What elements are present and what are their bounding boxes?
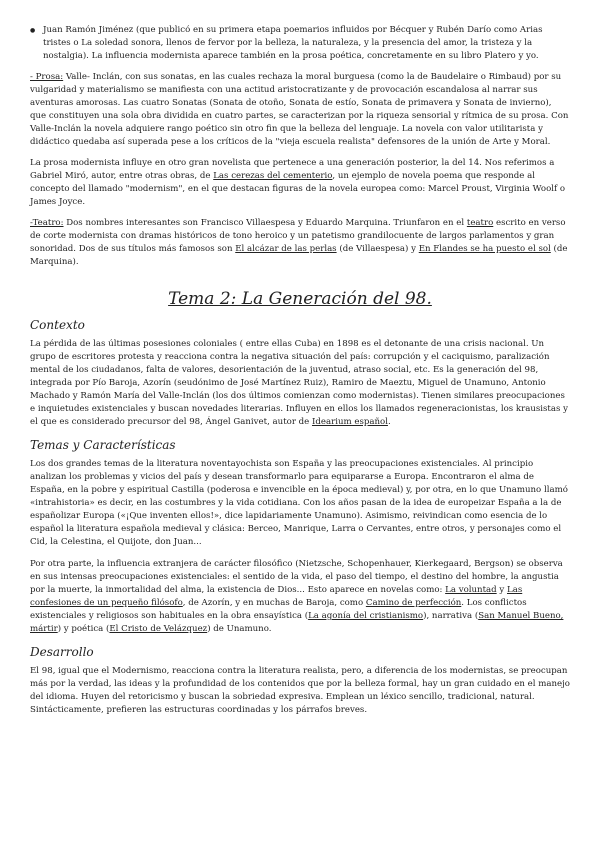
desarrollo-paragraph: El 98, igual que el Modernismo, reacciona contra la literatura realista, pero, a diferencia de los modernistas, se preocupan más por la verdad, las ideas y la profundidad de los contenidos que por la belleza formal, hay un gran cuidado en el manejo del idioma. Huyen del retoricismo y buscan la sobriedad expresiva. Emplean un léxico sencillo, tradicional, natural. Sintácticamente, prefieren las estructuras coordinadas y los párrafos breves.: [30, 666, 570, 715]
link-agonia[interactable]: La agonía del cristianismo: [308, 611, 424, 621]
contexto-heading: Contexto: [30, 318, 85, 332]
bullet-list: [30, 24, 570, 63]
link-confesiones[interactable]: Las confesiones de un pequeño filósofo: [30, 585, 523, 608]
link-cristo-velazquez[interactable]: El Cristo de Velázquez: [109, 624, 208, 634]
prosa-miro-paragraph: La prosa modernista influye en otro gran novelista que pertenece a una generación posterior, la del 14. Nos referimos a Gabriel Miró, autor, entre otras obras, de Las cerezas del cementerio, un ejemplo de novela poema que responde al concepto del llamado "modernism", en el que destacan figuras de la novela europea como: Marcel Proust, Virginia Woolf o James Joyce.: [30, 158, 566, 207]
contexto-paragraph: La pérdida de las últimas posesiones coloniales ( entre ellas Cuba) en 1898 es el detonante de una crisis nacional. Un grupo de escritores protesta y reacciona contra la negativa situación del país: corrupción y el caciquismo, paralización mental de los ciudadanos, falta de valores, desorientación de la juventud, atraso social, etc. Es la generación del 98, integrada por Pío Baroja, Azorín (seudónimo de José Martínez Ruiz), Ramiro de Maeztu, Miguel de Unamuno, Antonio Machado y Ramón María del Valle-Inclán (los dos últimos comienzan como modernistas). Tienen similares preocupaciones e inquietudes existenciales y buscan novedades literarias. Influyen en ellos los llamados regeneracionistas, los krausistas y el que es considerado precursor del 98, Ángel Ganivet, autor de Idearium español.: [30, 339, 568, 427]
link-cerezas[interactable]: Las cerezas del cementerio: [213, 171, 333, 181]
desarrollo-heading: Desarrollo: [30, 645, 94, 659]
temas-heading: Temas y Características: [30, 438, 176, 452]
link-idearium[interactable]: Idearium español: [311, 417, 388, 427]
bullet-jrj: ● Juan Ramón Jiménez (que publicó en su primera etapa poemarios influidos por Bécquer y Rubén Darío como Arias tristes o La soledad sonora, llenos de fervor por la belleza, la naturaleza, y la presencia del amor, la tristeza y la nostalgia). La influencia modernista aparece también en la prosa poética, concretamente en su libro Platero y yo.: [30, 24, 570, 63]
prosa-label: - Prosa:: [30, 72, 64, 82]
link-teatro[interactable]: teatro: [466, 218, 494, 228]
link-san-manuel[interactable]: San Manuel Bueno, mártir: [30, 611, 564, 634]
teatro-paragraph: -Teatro: Dos nombres interesantes son Francisco Villaespesa y Eduardo Marquina. Triunfaron en el teatro escrito en verso de corte modernista con dramas históricos de tono heroico y un patetismo grandilocuente de largos parlamentos y gran sonoridad. Dos de sus títulos más famosos son El alcázar de las perlas (de Villaespesa) y En Flandes se ha puesto el sol (de Marquina).: [30, 218, 568, 267]
link-camino-perfeccion[interactable]: Camino de perfección: [365, 598, 462, 608]
link-flandes[interactable]: En Flandes se ha puesto el sol: [418, 244, 551, 254]
link-alcazar[interactable]: El alcázar de las perlas: [235, 244, 337, 254]
prosa-paragraph: - Prosa: Valle- Inclán, con sus sonatas, en las cuales rechaza la moral burguesa (como la de Baudelaire o Rimbaud) por su vulgaridad y materialismo se manifiesta con una actitud aristocratizante y de provocación escandalosa al narrar sus aventuras amorosas. Las cuatro Sonatas (Sonata de otoño, Sonata de estío, Sonata de primavera y Sonata de invierno), que constituyen una sola obra dividida en cuatro partes, se caracterizan por la riqueza sensorial y rítmica de su prosa. Con Valle-Inclán la novela adquiere rango poético sin otro fin que la belleza del lenguaje. La novela con valor utilitarista y didáctico quedaba así superada pese a los críticos de la "vieja escuela realista" defensores de la unión de Arte y Moral.: [30, 72, 569, 147]
page-title: Tema 2: La Generación del 98.: [168, 289, 432, 309]
temas-paragraph-2: Por otra parte, la influencia extranjera de carácter filosófico (Nietzsche, Schopenhauer, Kierkegaard, Bergson) se observa en sus intensas preocupaciones existenciales: el sentido de la vida, el paso del tiempo, el destino del hombre, la angustia por la muerte, la inmortalidad del alma, la existencia de Dios... Esto aparece en novelas como: La voluntad y Las confesiones de un pequeño filósofo, de Azorín, y en muchas de Baroja, como Camino de perfección. Los conflictos existenciales y religiosos son habituales en la obra ensayística (La agonía del cristianismo), narrativa (San Manuel Bueno, mártir) y poética (El Cristo de Velázquez) de Unamuno.: [30, 559, 564, 634]
link-la-voluntad[interactable]: La voluntad: [445, 585, 497, 595]
teatro-label: -Teatro:: [30, 218, 64, 228]
temas-paragraph-1: Los dos grandes temas de la literatura noventayochista son España y las preocupaciones existenciales. Al principio analizan los problemas y vicios del país y desean transformarlo para equipararse a Europa. Encontraron el alma de España, en la pobre y espiritual Castilla (poderosa e invencible en la época medieval) y, por otra, en lo que Unamuno llamó «intrahistoria» es decir, en las costumbres y la vida cotidiana. Con los años pasan de la idea de europeizar España a la de españolizar Europa («¡Que inventen ellos!», dice lapidariamente Unamuno). Asimismo, reivindican como esencia de lo español la literatura española medieval y clásica: Berceo, Manrique, Larra o Cervantes, entre otros, y personajes como el Cid, la Celestina, el Quijote, don Juan...: [30, 459, 568, 547]
